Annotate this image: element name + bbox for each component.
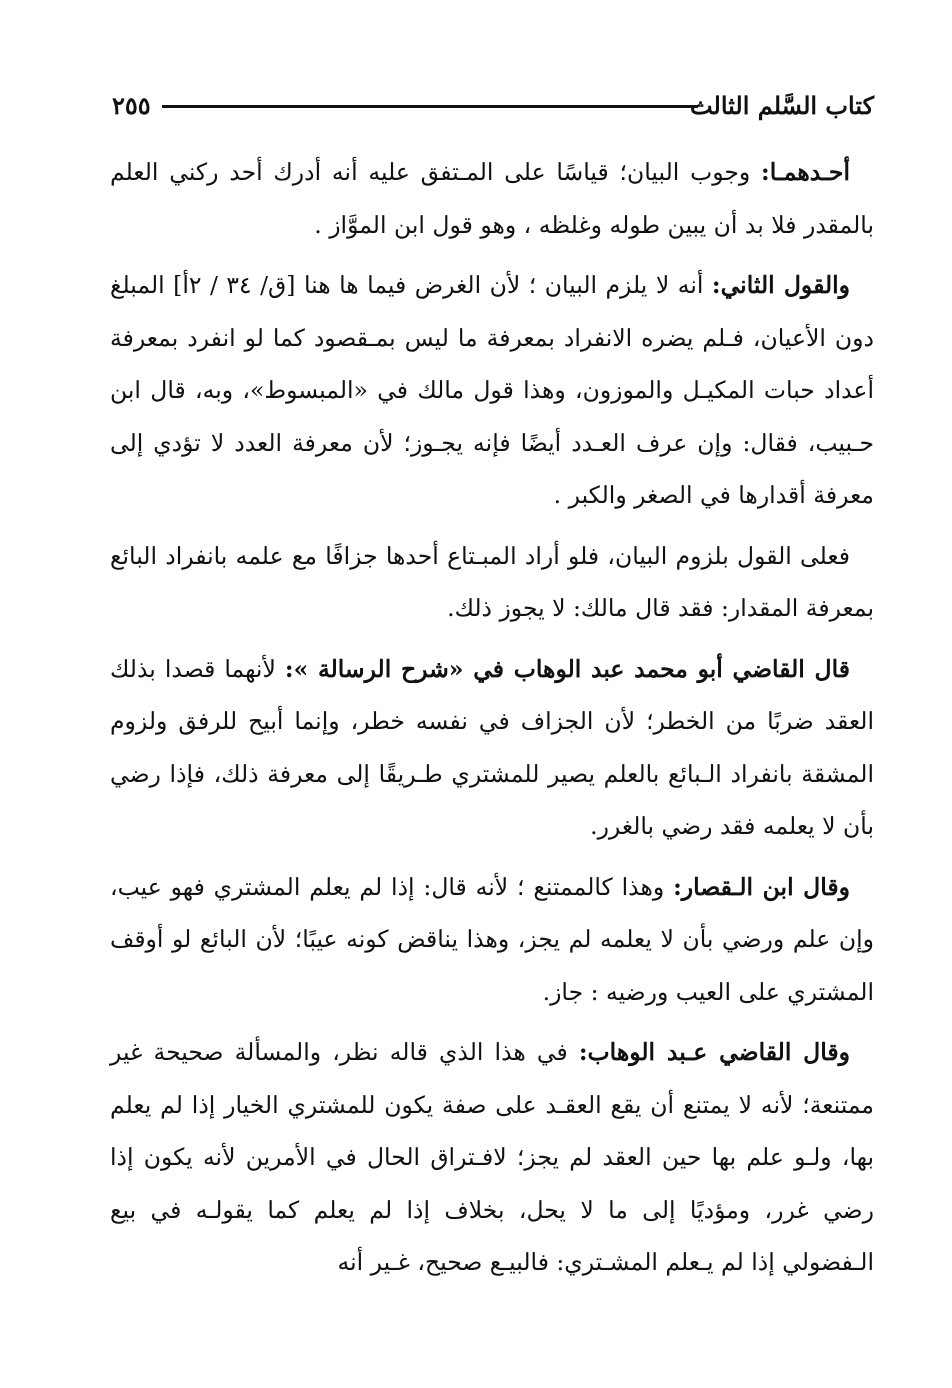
book-title: كتاب السَّلم الثالث [689,91,874,120]
paragraph-2 [110,259,874,522]
paragraph-6 [110,1026,874,1289]
page-number: ٢٥٥ [112,91,151,120]
paragraph-text: لأنهما قصدا بذلك العقد ضربًا من الخطر؛ لأن الجزاف في نفسه خطر، وإنما أبيح للرفق ولزوم المشقة بانفراد الـبائع بالعلم يصير للمشتري طـريقًا إلى معرفة ذلك، فإذا رضي بأن لا يعلمه فقد رضي بالغرر. [110,654,874,840]
paragraph-1 [110,146,874,251]
paragraph-lead: أحـدهمـا: [761,158,850,186]
running-header [112,86,874,126]
paragraph-text: في هذا الذي قاله نظر، والمسألة صحيحة غير ممتنعة؛ لأنه لا يمتنع أن يقع العقـد على صفة يكون للمشتري الخيار إذا لم يعلم بها، ولـو علم بها حين العقد لم يجز؛ لافـتراق الحال في الأمرين لأنه يكون إذا رضي غرر، ومؤديًا إلى ما لا يحل، بخلاف إذا لم يعلم كما يقولـه في بيع الـفضولي إذا لم يـعلم المشـتري: فالبيـع صحيح، غـير أنه [110,1038,874,1276]
body-text [110,146,874,1289]
paragraph-3 [110,530,874,635]
paragraph-text: وجوب البيان؛ قياسًا على المـتفق عليه أنه أدرك أحد ركني العلم بالمقدر فلا بد أن يبين طوله وغلظه ، وهو قول ابن الموَّاز . [110,158,874,239]
paragraph-text: أنه لا يلزم البيان ؛ لأن الغرض فيما ها هنا [ق/ ٣٤ / ٢أ] المبلغ دون الأعيان، فـلم يضره الانفراد بمعرفة ما ليس بمـقصود كما لو انفرد بمعرفة أعداد حبات المكيـل والموزون، وهذا قول مالك في «المبسوط»، وبه، قال ابن حـبيب، فقال: وإن عرف العـدد أيضًا فإنه يجـوز؛ لأن معرفة العدد لا تؤدي إلى معرفة أقدارها في الصغر والكبر . [110,271,874,509]
paragraph-lead: وقال القاضي عـبد الوهاب: [578,1038,850,1066]
paragraph-4 [110,643,874,853]
paragraph-text: وهذا كالممتنع ؛ لأنه قال: إذا لم يعلم المشتري فهو عيب، وإن علم ورضي بأن لا يعلمه لم يجز، وهذا يناقض كونه عيبًا؛ لأن البائع لو أوقف المشتري على العيب ورضيه : جاز. [110,872,874,1006]
paragraph-text: فعلى القول بلزوم البيان، فلو أراد المبـتاع أحدها جزافًا مع علمه بانفراد البائع بمعرفة المقدار: فقد قال مالك: لا يجوز ذلك. [110,541,874,622]
paragraph-lead: والقول الثاني: [711,271,850,299]
paragraph-lead: قال القاضي أبو محمد عبد الوهاب في «شرح الرسالة »: [284,654,850,683]
paragraph-5 [110,861,874,1019]
header-rule [162,105,698,108]
paragraph-lead: وقال ابن الـقصار: [673,872,850,901]
